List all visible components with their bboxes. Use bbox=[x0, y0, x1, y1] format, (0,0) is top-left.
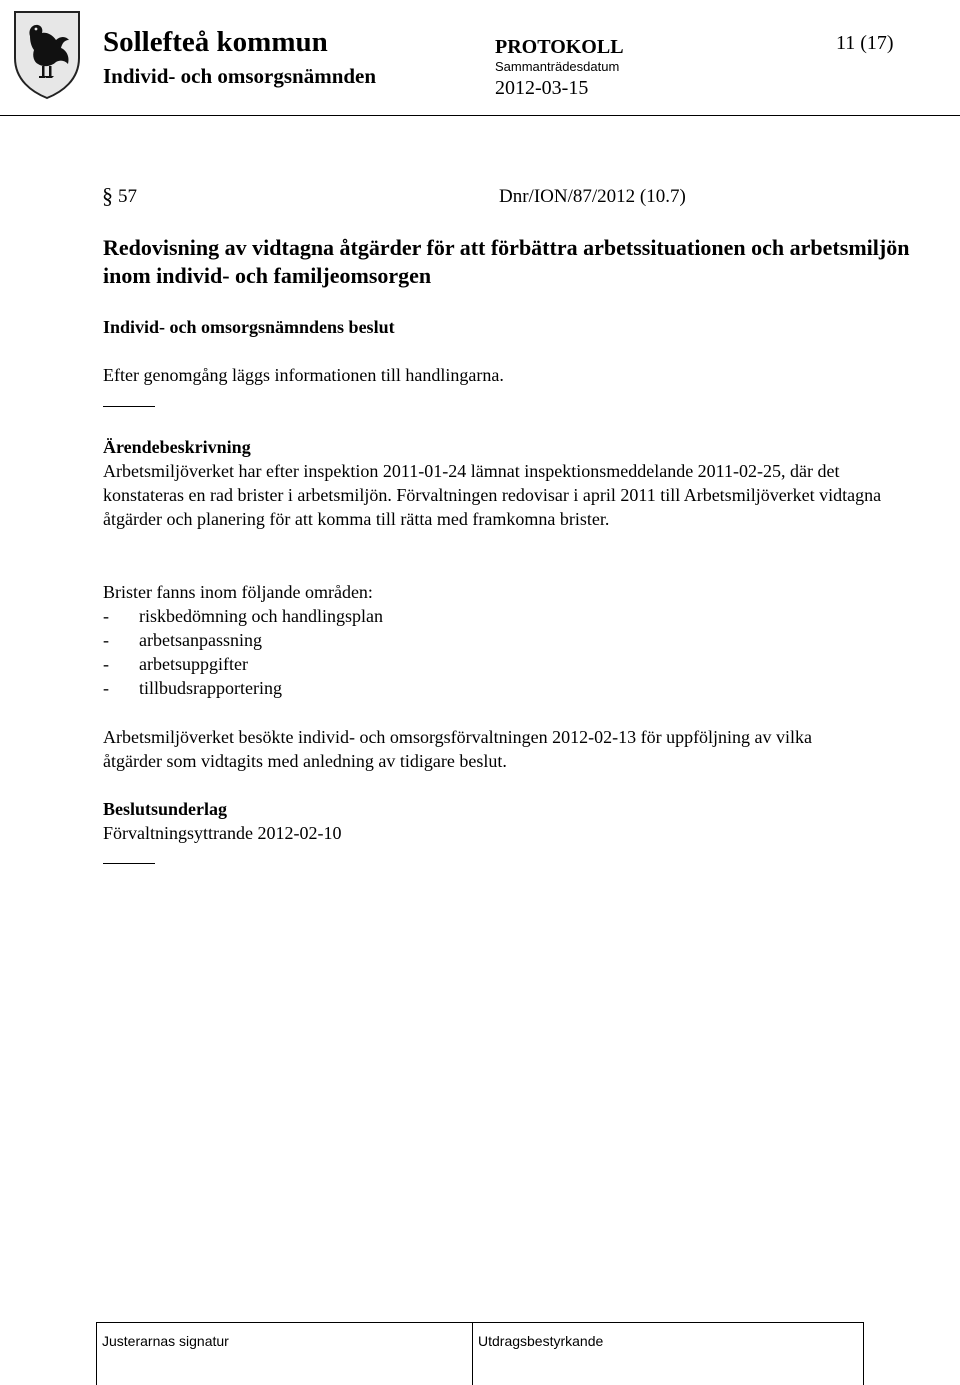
description-heading: Ärendebeskrivning bbox=[103, 437, 251, 457]
list-item: - tillbudsrapportering bbox=[103, 678, 282, 698]
organization-name: Sollefteå kommun bbox=[103, 26, 328, 58]
section-symbol: § bbox=[102, 183, 113, 208]
meeting-date: 2012-03-15 bbox=[495, 77, 589, 99]
description-text: Arbetsmiljöverket har efter inspektion 2011-01-24 lämnat inspektionsmeddelande 2011-02-25, där det konstateras en rad brister i arbetsmiljön. Förvaltningen redovisar i april 2011 till Arbetsmiljöverket vidtagna åtgärder och planering för att komma till rätta med framkomna brister. bbox=[103, 461, 882, 529]
followup-text: Arbetsmiljöverket besökte individ- och omsorgsförvaltningen 2012-02-13 för uppföljning av vilka åtgärder som vidtagits med anledning av tidigare beslut. bbox=[103, 727, 813, 771]
signature-box bbox=[96, 1322, 473, 1385]
decision-heading: Individ- och omsorgsnämndens beslut bbox=[103, 317, 395, 337]
document-type: PROTOKOLL bbox=[495, 36, 624, 58]
header-divider bbox=[0, 115, 960, 116]
page-number: 11 (17) bbox=[836, 32, 894, 54]
basis-end-rule bbox=[103, 863, 155, 864]
department-name: Individ- och omsorgsnämnden bbox=[103, 64, 377, 88]
deficiency-list-intro: Brister fanns inom följande områden: bbox=[103, 582, 373, 602]
list-item: - arbetsanpassning bbox=[103, 630, 262, 650]
extract-certification-box bbox=[472, 1322, 864, 1385]
meeting-date-label: Sammanträdesdatum bbox=[495, 59, 620, 74]
signature-label: Justerarnas signatur bbox=[102, 1333, 229, 1349]
basis-text: Förvaltningsyttrande 2012-02-10 bbox=[103, 823, 342, 843]
section-number: 57 bbox=[118, 186, 137, 207]
basis-heading: Beslutsunderlag bbox=[103, 799, 228, 819]
list-item: - arbetsuppgifter bbox=[103, 654, 248, 674]
list-item: - riskbedömning och handlingsplan bbox=[103, 606, 383, 626]
municipal-coat-of-arms-logo bbox=[12, 6, 82, 100]
item-title: Redovisning av vidtagna åtgärder för att förbättra arbetssituationen och arbetsmiljön inom individ- och familjeomsorgen bbox=[103, 235, 910, 288]
decision-text: Efter genomgång läggs informationen till handlingarna. bbox=[103, 365, 504, 385]
extract-certification-label: Utdragsbestyrkande bbox=[478, 1333, 604, 1349]
decision-end-rule bbox=[103, 406, 155, 407]
case-reference-number: Dnr/ION/87/2012 (10.7) bbox=[499, 186, 686, 207]
